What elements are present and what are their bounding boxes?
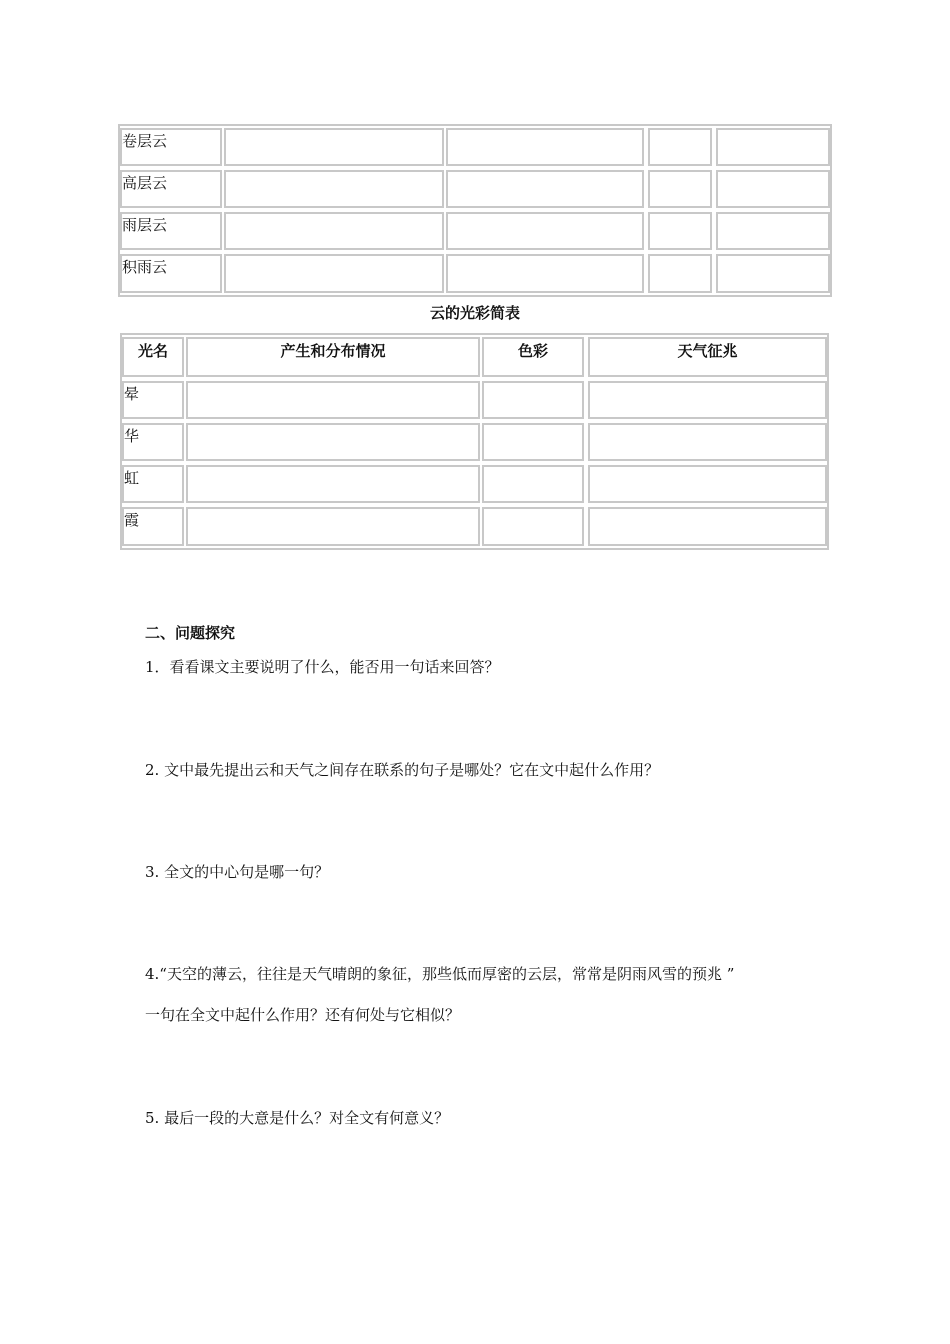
table-row [120,126,830,168]
table-row [120,168,830,210]
cloud-name: 积雨云 [122,258,168,276]
table-cell [588,423,827,461]
table-cell [446,128,644,166]
table-row [120,252,830,295]
cloud-glow-table [120,333,829,550]
cloud-name-cell [120,254,222,293]
table-row [122,463,827,505]
header-cell: 产生和分布情况 [186,337,480,377]
question-3: 3. 全文的中心句是哪一句？ [145,863,330,881]
glow-name-cell [122,381,184,419]
table-cell [446,170,644,208]
cloud-name-cell [120,212,222,250]
table-cell [588,507,827,546]
question-5: 5. 最后一段的大意是什么？对全文有何意义？ [145,1109,450,1127]
header-cell: 天气征兆 [588,337,827,377]
cloud-name-cell [120,170,222,208]
section-title: 二、问题探究 [145,624,236,642]
table-cell [224,254,444,293]
table-cell [716,254,830,293]
table-row [122,421,827,463]
question-4: 4.“天空的薄云，往往是天气晴朗的象征，那些低而厚密的云层，常常是阴雨风雪的预兆 ” [145,965,735,983]
glow-name: 虹 [124,469,140,487]
table-row [122,505,827,548]
table-row [120,210,830,252]
cloud-type-table [118,124,832,297]
table-header-row [122,335,827,379]
table-row [122,379,827,421]
table-cell [482,423,584,461]
table-cell [186,381,480,419]
table-cell [186,507,480,546]
table-cell [482,381,584,419]
table-cell [186,465,480,503]
cloud-name-cell [120,128,222,166]
table-cell [446,212,644,250]
glow-name: 霞 [124,511,140,529]
question-2: 2. 文中最先提出云和天气之间存在联系的句子是哪处？它在文中起什么作用？ [145,761,660,779]
glow-name-cell [122,507,184,546]
glow-name-cell [122,423,184,461]
cloud-name: 雨层云 [122,216,168,234]
table-cell [224,170,444,208]
header-cell: 色彩 [482,337,584,377]
table-cell [482,465,584,503]
table-cell [648,128,712,166]
cloud-name: 高层云 [122,174,168,192]
table-cell [588,381,827,419]
table-cell [224,212,444,250]
header-cell: 光名 [122,337,184,377]
table-cell [588,465,827,503]
table-cell [716,212,830,250]
table-cell [648,170,712,208]
cloud-name: 卷层云 [122,132,168,150]
table-cell [186,423,480,461]
table-cell [648,212,712,250]
glow-name-cell [122,465,184,503]
glow-name: 晕 [124,385,140,403]
table-cell [482,507,584,546]
glow-name: 华 [124,427,140,445]
table-cell [716,128,830,166]
question-4-continued: 一句在全文中起什么作用？还有何处与它相似？ [145,1006,461,1024]
table-caption: 云的光彩简表 [429,304,520,322]
question-1: 1．看看课文主要说明了什么，能否用一句话来回答？ [145,658,500,676]
table-cell [446,254,644,293]
table-cell [224,128,444,166]
table-cell [716,170,830,208]
table-cell [648,254,712,293]
